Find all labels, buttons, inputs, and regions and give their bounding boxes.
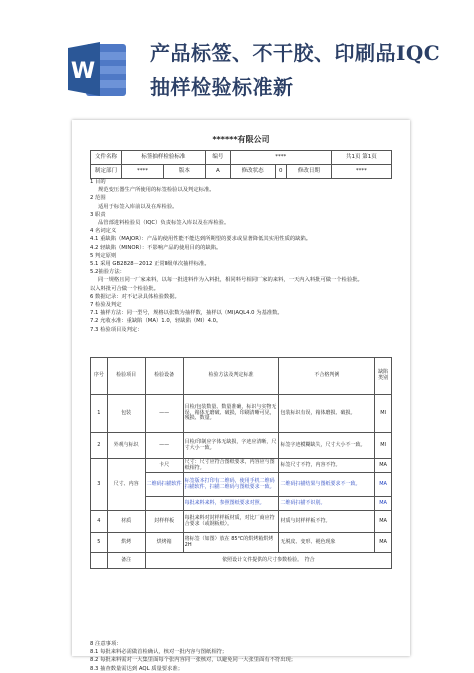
body-line: 7.1 抽样方法：同一型号，规格以张数为抽样数，抽样以（MI)AQL4.0 为基准数。 xyxy=(90,310,283,317)
body-line: 4.2 轻缺陷（MINOR）：不影响产品的使用目的的缺陷。 xyxy=(90,244,222,251)
method-cell: 将标签（如图）放在 85℃的烘烤箱烘烤2H xyxy=(183,533,279,553)
fail-example-cell: 标签字迹模糊缺失，尺寸大小不一致。 xyxy=(279,433,375,459)
method-cell: 每批来料对封样样板材质，对比厂商应符合要求（或钢板纸）。 xyxy=(183,511,279,533)
note-line: 8.3 抽查数量需达到 AQL 质量要求准； xyxy=(90,665,183,672)
method-cell: 目检/包装数量、数量准确，标识与实物无误，箱体无磨破、破损，印刷清晰可见，残损、数量。 xyxy=(183,395,279,433)
meta-cell: 共1页 第1页 xyxy=(331,151,391,165)
meta-cell: 修改日期 xyxy=(287,165,332,179)
row-number: 2 xyxy=(91,433,108,459)
row-number: 1 xyxy=(91,395,108,433)
defect-category: MA xyxy=(375,533,392,553)
body-line: 适用于标签入库前以及在库检验。 xyxy=(98,203,178,210)
note-line: 8 注意事项： xyxy=(90,641,122,647)
svg-text:W: W xyxy=(70,59,96,84)
company-name: ******有限公司 xyxy=(212,135,270,144)
body-line: 5.2抽验方法： xyxy=(90,269,125,276)
meta-cell: **** xyxy=(230,151,331,165)
fail-example-cell: 包装标识有误，箱体磨损、破损。 xyxy=(279,395,375,433)
notes-section xyxy=(90,640,392,673)
header-cell: 缺陷类别 xyxy=(375,358,392,395)
equipment-cell: 二维码扫描软件 xyxy=(145,473,183,497)
defect-category: MA xyxy=(375,459,392,473)
header-cell: 检验设备 xyxy=(145,358,183,395)
body-line: 2 范围 xyxy=(90,195,106,202)
body-line: 同一规格且同一厂家来料，以每一批进料作为入料批，相同料号相同厂家的来料，一天内入料批可做一个检验批。 xyxy=(98,277,363,284)
defect-category: MA xyxy=(375,497,392,511)
method-cell: 标签版本打印有二维码，使用手机二维码扫描软件，扫描二维码与图纸要求一致。 xyxy=(183,473,279,497)
header-cell: 检验项目 xyxy=(107,358,145,395)
header-cell: 序号 xyxy=(91,358,108,395)
meta-cell: 修改状态 xyxy=(230,165,275,179)
equipment-cell: 烘烤箱 xyxy=(145,533,183,553)
defect-category: MA xyxy=(375,511,392,533)
page-header xyxy=(0,0,474,118)
defect-category: MI xyxy=(375,433,392,459)
meta-row-1 xyxy=(91,151,392,165)
meta-cell: 版本 xyxy=(163,165,205,179)
header-cell: 不合格判例 xyxy=(279,358,375,395)
note-line: 8.2 每批来料需对一大集里面每个张内容同一张核对，以避免同一大张里面有不符出现； xyxy=(90,657,297,664)
table-row xyxy=(91,511,392,533)
body-line: 3 职责 xyxy=(90,211,106,218)
equipment-cell: —— xyxy=(145,395,183,433)
meta-cell: 编号 xyxy=(205,151,230,165)
body-line: 5.1 采用 GB2828－2012 正常Ⅱ级单次抽样标准。 xyxy=(90,261,210,268)
body-line: 7.3 检验项目及判定： xyxy=(90,326,143,333)
inspection-table xyxy=(90,357,392,569)
inspection-item: 烘烤 xyxy=(107,533,145,553)
body-line: 规范变压器生产所使用的标签检验以及判定标准。 xyxy=(98,187,215,194)
document-page xyxy=(72,120,410,672)
fail-example-cell: 标签尺寸不符，内容不符。 xyxy=(279,459,375,473)
meta-cell: **** xyxy=(331,165,391,179)
meta-row-2 xyxy=(91,165,392,179)
row-number: 5 xyxy=(91,533,108,553)
meta-cell: 标签抽样检验标准 xyxy=(122,151,206,165)
equipment-cell xyxy=(145,497,183,511)
defect-category: MI xyxy=(375,395,392,433)
inspection-item: 包装 xyxy=(107,395,145,433)
note-line: 8.1 每批来料必需做首检确认，核对一批内容与图纸相符； xyxy=(90,649,228,656)
table-row xyxy=(91,395,392,433)
fail-example-cell: 无脱皮、变形、褪色现象 xyxy=(279,533,375,553)
meta-cell: **** xyxy=(122,165,164,179)
equipment-cell: 封样样板 xyxy=(145,511,183,533)
body-line: 5 判定原则 xyxy=(90,252,117,259)
body-line: 7 检验及判定 xyxy=(90,302,122,309)
body-line: 6 数据记录：对不记录具体检验数据。 xyxy=(90,293,180,300)
body-line: 4.1 重缺陷（MAJOR）：产品的使用性能不能达到所期望的要求或显著降低其实用性质的缺陷。 xyxy=(90,236,312,243)
table-row xyxy=(91,533,392,553)
meta-cell: A xyxy=(205,165,230,179)
inspection-item: 外观与标识 xyxy=(107,433,145,459)
table-row xyxy=(91,433,392,459)
fail-example-cell: 材质与封样样板不符。 xyxy=(279,511,375,533)
equipment-cell: —— xyxy=(145,433,183,459)
body-line: 4 名词定义 xyxy=(90,228,117,235)
remark-label: 备注 xyxy=(107,553,145,569)
fail-example-cell: 二维码扫描不识别。 xyxy=(279,497,375,511)
table-row xyxy=(91,459,392,473)
method-cell: 每批来料来料，参照图纸要求对照。 xyxy=(183,497,279,511)
document-title: 产品标签、不干胶、印刷品IQC抽样检验标准新 xyxy=(150,41,441,99)
inspection-item: 尺寸、内容 xyxy=(107,459,145,511)
document-body xyxy=(90,178,392,334)
inspection-item: 材质 xyxy=(107,511,145,533)
method-cell: 目检/印制应字体无缺损，字迹应清晰，尺寸大小一致。 xyxy=(183,433,279,459)
row-number: 3 xyxy=(91,459,108,511)
table-row xyxy=(91,553,392,569)
body-line: 7.2 允收水准：重缺陷（MA）1.0，轻缺陷（MI）4.0。 xyxy=(90,318,222,325)
inspection-header-row xyxy=(91,358,392,395)
method-cell: 尺寸：尺寸应符合图纸要求，内容应与图纸相符。 xyxy=(183,459,279,473)
document-meta-table xyxy=(90,150,392,179)
fail-example-cell: 二维码扫描结果与图纸要求不一致。 xyxy=(279,473,375,497)
defect-category: MA xyxy=(375,473,392,497)
row-number: 4 xyxy=(91,511,108,533)
header-cell: 检验方法及判定标准 xyxy=(183,358,279,395)
meta-cell: 文件名称 xyxy=(91,151,122,165)
remark-text: 依照设计文件提供的尺寸参数检验。 符合 xyxy=(145,553,391,569)
word-document-icon xyxy=(66,38,128,100)
equipment-cell: 卡尺 xyxy=(145,459,183,473)
body-line: 品管部进料检验员（IQC）负责标签入库以及在库检验。 xyxy=(98,220,230,227)
body-line: 1 目的 xyxy=(90,179,106,185)
meta-cell: 0 xyxy=(275,165,287,179)
meta-cell: 制定部门 xyxy=(91,165,122,179)
body-line: 以入料批可合做一个检验批。 xyxy=(90,285,159,292)
table-cell xyxy=(91,553,108,569)
